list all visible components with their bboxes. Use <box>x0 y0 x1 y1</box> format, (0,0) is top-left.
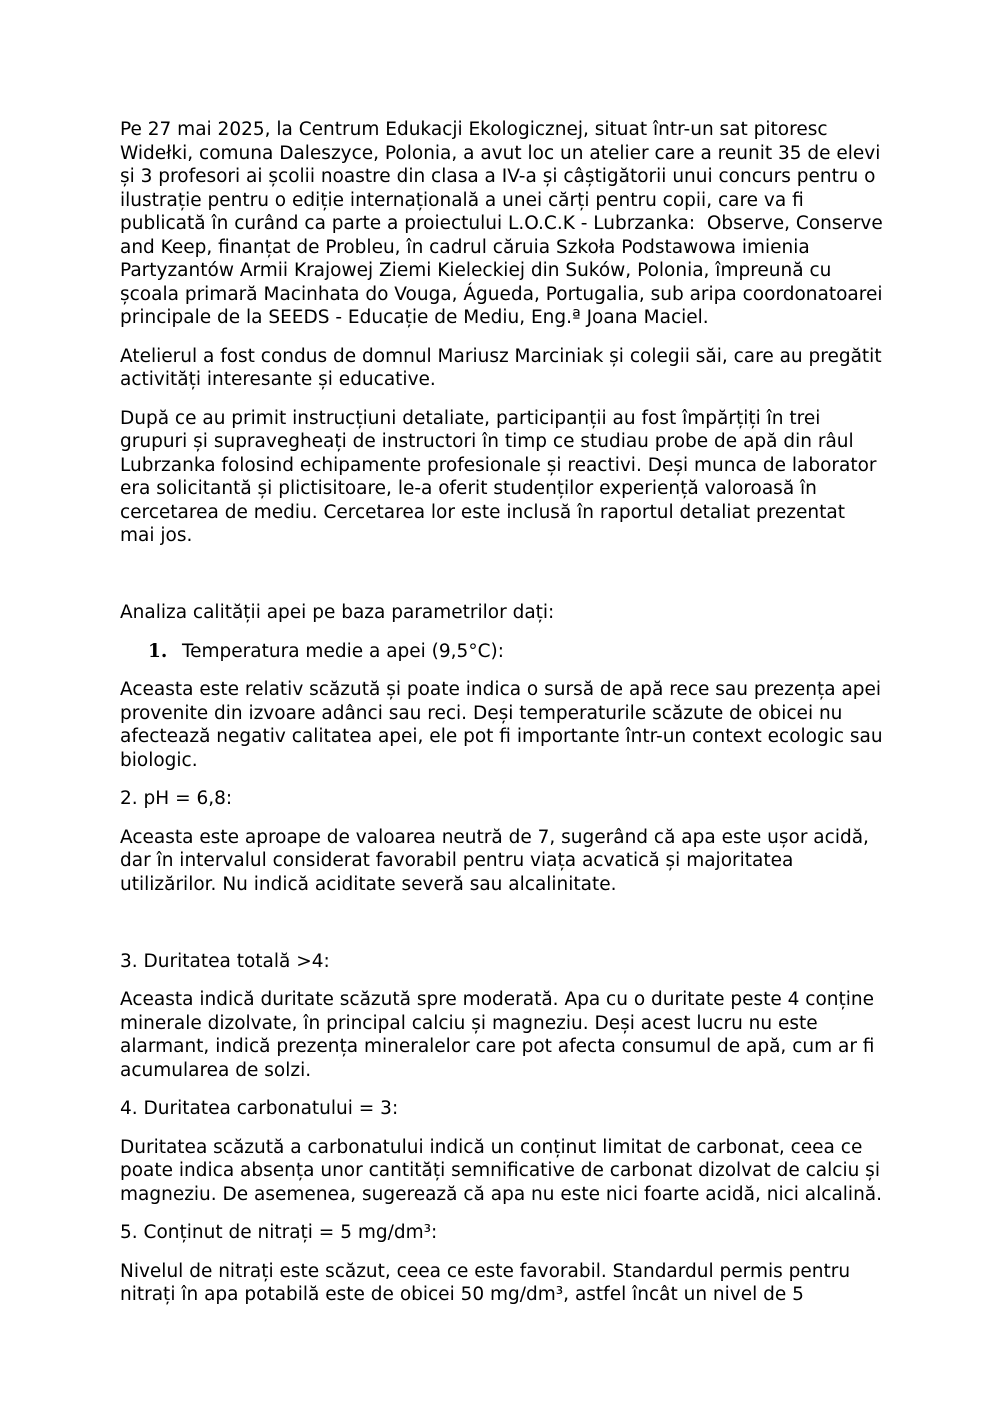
paragraph-analysis-heading: Analiza calității apei pe baza parametrilor dați: <box>120 602 555 623</box>
list-item-temperature-label: Temperatura medie a apei (9,5°C): <box>182 640 504 662</box>
list-item-temperature <box>120 640 885 664</box>
blank-paragraph <box>120 911 885 935</box>
paragraph-carbonate-hardness-note: Duritatea scăzută a carbonatului indică un conținut limitat de carbonat, ceea ce poate indica absența unor cantități semnificative de carbonat dizolvat de calciu și magneziu. De asemenea, sugerează că apa nu este nici foarte acidă, nici alcalină. <box>120 1136 886 1205</box>
list-item-number: 1. <box>148 640 168 662</box>
paragraph-ph-heading: 2. pH = 6,8: <box>120 788 233 809</box>
paragraph-nitrate-note: Nivelul de nitrați este scăzut, ceea ce este favorabil. Standardul permis pentru nitrați în apa potabilă este de obicei 50 mg/dm³, astfel încât un nivel de 5 <box>120 1260 856 1305</box>
paragraph-nitrate-heading: 5. Conținut de nitrați = 5 mg/dm³: <box>120 1222 438 1243</box>
paragraph-total-hardness-heading: 3. Duritatea totală >4: <box>120 950 330 972</box>
paragraph-carbonate-hardness-heading: 4. Duritatea carbonatului = 3: <box>120 1098 399 1119</box>
paragraph-intro: Pe 27 mai 2025, la Centrum Edukacji Ekologicznej, situat într-un sat pitoresc Widełki, comuna Daleszyce, Polonia, a avut loc un atelier care a reunit 35 de elevi și 3 profesori ai școlii noastre din clasa a IV-a și câștigătorii unui concurs pentru o ilustrație pentru o ediție internațională a unei cărți pentru copii, care va fi publicată în curând ca parte a proiectului L.O.C.K - Lubrzanka: Observe, Conserve and Keep, finanțat de Probleu, în cadrul căruia Szkoła Podstawowa imienia Partyzantów Armii Krajowej Ziemi Kieleckiej din Suków, Polonia, împreună cu școala primară Macinhata do Vouga, Águeda, Portugalia, sub aripa coordonatoarei principale de la SEEDS - Educație de Mediu, Eng.ª Joana Maciel. <box>120 119 889 328</box>
paragraph-ph-note: Aceasta este aproape de valoarea neutră de 7, sugerând că apa este ușor acidă, dar în intervalul considerat favorabil pentru viața acvatică și majoritatea utilizărilor. Nu indică aciditate severă sau alcalinitate. <box>120 826 875 895</box>
blank-paragraph <box>120 563 885 587</box>
paragraph-temperature-note: Aceasta este relativ scăzută și poate indica o sursă de apă rece sau prezența apei provenite din izvoare adânci sau reci. Deși temperaturile scăzute de obicei nu afectează negativ calitatea apei, ele pot fi importante într-un context ecologic sau biologic. <box>120 679 889 771</box>
paragraph-workshop-leader: Atelierul a fost condus de domnul Mariusz Marciniak și colegii săi, care au pregătit activități interesante și educative. <box>120 345 888 390</box>
paragraph-total-hardness-note: Aceasta indică duritate scăzută spre moderată. Apa cu o duritate peste 4 conține minerale dizolvate, în principal calciu și magneziu. Deși acest lucru nu este alarmant, indică prezența mineralelor care pot afecta consumul de apă, cum ar fi acumularea de solzi. <box>120 989 881 1081</box>
paragraph-procedure: După ce au primit instrucțiuni detaliate, participanții au fost împărțiți în trei grupuri și supravegheați de instructori în timp ce studiau probe de apă din râul Lubrzanka folosind echipamente profesionale și reactivi. Deși munca de laborator era solicitantă și plictisitoare, le-a oferit studenților experiență valoroasă în cercetarea de mediu. Cercetarea lor este inclusă în raportul detaliat prezentat mai jos. <box>120 407 883 546</box>
